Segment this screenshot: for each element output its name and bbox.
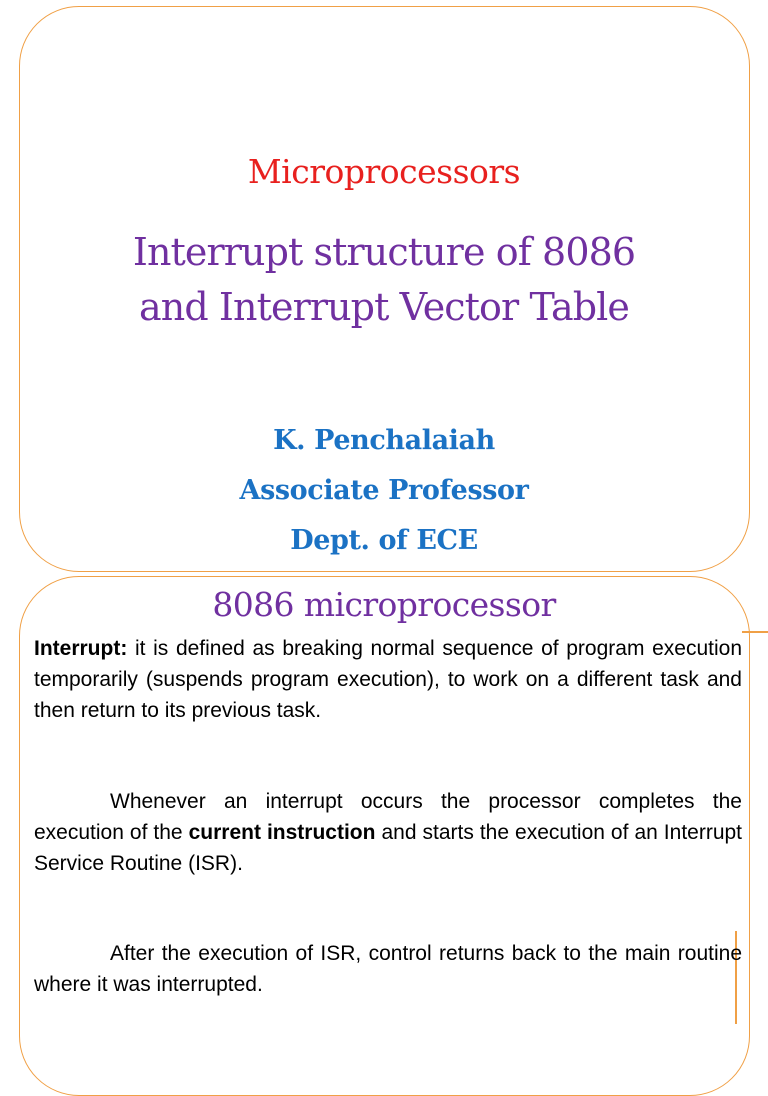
interrupt-definition-paragraph xyxy=(34,633,742,726)
isr-emphasis: current instruction xyxy=(188,821,376,844)
decorative-divider-line xyxy=(742,631,768,633)
author-department: Dept. of ECE xyxy=(290,525,478,556)
isr-paragraph xyxy=(34,786,742,879)
isr-text-before: Whenever an interrupt occurs the processor completes the execution of the xyxy=(34,790,742,844)
isr-text-after: and starts the execution of an Interrupt Service Routine (ISR). xyxy=(34,821,743,875)
definition-term: Interrupt: xyxy=(34,637,128,660)
author-role: Associate Professor xyxy=(239,475,529,506)
presentation-title-line-1: Interrupt structure of 8086 xyxy=(132,230,636,274)
return-paragraph: After the execution of ISR, control returns back to the main routine where it was interrupted. xyxy=(34,942,742,996)
presentation-title-line-2: and Interrupt Vector Table xyxy=(139,285,629,329)
course-title: Microprocessors xyxy=(247,152,521,191)
definition-text: it is defined as breaking normal sequence of program execution temporarily (suspends program execution), to work on a different task and then return to its previous task. xyxy=(34,637,742,722)
author-name: K. Penchalaiah xyxy=(273,425,495,456)
slide-title: 8086 microprocessor xyxy=(212,585,556,624)
